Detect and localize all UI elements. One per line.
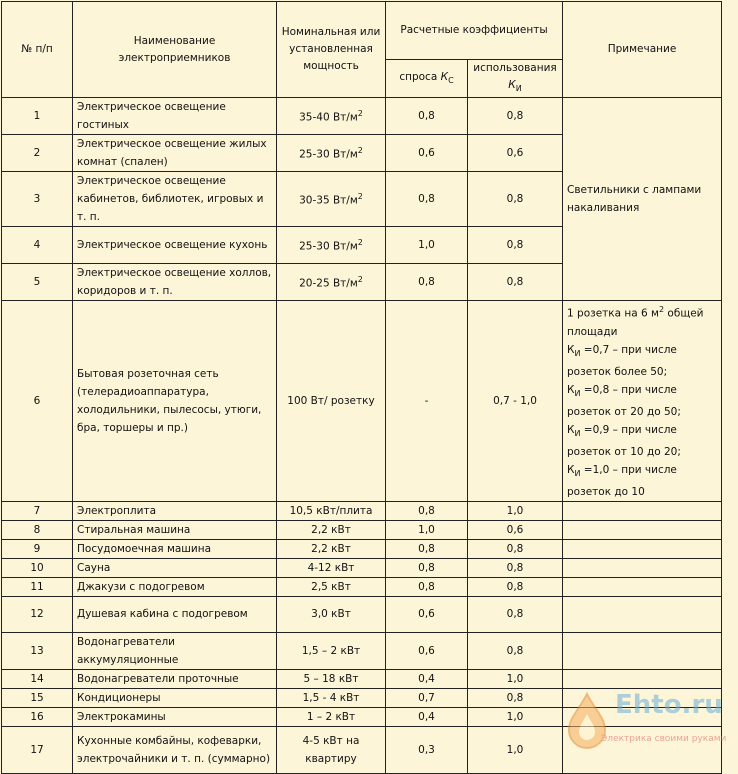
row-name: Водонагреватели проточные — [73, 669, 277, 688]
row-name: Душевая кабина с подогревом — [73, 596, 277, 632]
power-value: 3,0 кВт — [311, 608, 351, 621]
row-number: 9 — [2, 539, 73, 558]
loads-table — [1, 1, 722, 774]
table-row — [2, 520, 722, 539]
row-kc: 0,8 — [386, 172, 468, 227]
header-usage: использования $К_И$ — [468, 60, 563, 98]
power-value: 35-40 Вт/м — [299, 111, 358, 124]
note-empty — [563, 539, 722, 558]
header-coefficients: Расчетные коэффициенты — [386, 2, 563, 60]
row-power — [277, 726, 386, 773]
note-empty — [563, 669, 722, 688]
row-ki: 0,7 - 1,0 — [468, 301, 563, 502]
row-kc: 1,0 — [386, 227, 468, 264]
row-kc: 0,6 — [386, 135, 468, 172]
row-power — [277, 669, 386, 688]
row-ki: 0,8 — [468, 227, 563, 264]
power-value: 2,2 кВт — [311, 523, 351, 536]
power-value: 25-30 Вт/м — [299, 148, 358, 161]
header-power: Номинальная или установленная мощность — [277, 2, 386, 98]
row-ki: 0,6 — [468, 520, 563, 539]
row-kc: 0,8 — [386, 577, 468, 596]
row-number: 7 — [2, 501, 73, 520]
power-value: 25-30 Вт/м — [299, 240, 358, 253]
ki-symbol: К — [567, 343, 575, 356]
ki-subscript: И — [574, 428, 581, 438]
row-power — [277, 707, 386, 726]
note-empty — [563, 520, 722, 539]
row-number: 8 — [2, 520, 73, 539]
row-ki: 0,8 — [468, 632, 563, 669]
row-power — [277, 520, 386, 539]
power-value: 10,5 кВт/плита — [289, 504, 373, 517]
row-kc: 0,4 — [386, 707, 468, 726]
note-sockets — [563, 301, 722, 502]
row-power — [277, 227, 386, 264]
ki-rule: =1,0 – при числе розеток до 10 — [567, 463, 677, 498]
row-power — [277, 596, 386, 632]
power-value: 5 – 18 кВт — [303, 672, 359, 685]
row-number: 1 — [2, 98, 73, 135]
row-ki: 1,0 — [468, 501, 563, 520]
row-name: Электроплита — [73, 501, 277, 520]
row-power — [277, 301, 386, 502]
note-sockets-line1: 1 розетка на 6 м — [567, 307, 659, 320]
ki-symbol: К — [567, 383, 575, 396]
row-kc: 0,8 — [386, 539, 468, 558]
row-ki: 0,6 — [468, 135, 563, 172]
row-ki: 0,8 — [468, 172, 563, 227]
ki-subscript: И — [574, 388, 581, 398]
row-ki: 0,8 — [468, 264, 563, 301]
row-ki: 1,0 — [468, 707, 563, 726]
row-number: 3 — [2, 172, 73, 227]
note-empty — [563, 596, 722, 632]
row-kc: 0,3 — [386, 726, 468, 773]
table-row — [2, 596, 722, 632]
row-name: Кухонные комбайны, кофеварки, электрочайники и т. п. (суммарно) — [73, 726, 277, 773]
row-kc: 0,7 — [386, 688, 468, 707]
note-empty — [563, 632, 722, 669]
table-row — [2, 301, 722, 502]
power-value: 1,5 – 2 кВт — [301, 644, 361, 657]
row-kc: - — [386, 301, 468, 502]
row-kc: 0,8 — [386, 501, 468, 520]
note-empty — [563, 577, 722, 596]
row-power — [277, 577, 386, 596]
watermark-title: Ehto.ru — [615, 690, 723, 720]
power-value: 4-5 кВт на квартиру — [302, 734, 360, 765]
row-name: Кондиционеры — [73, 688, 277, 707]
row-name: Электрическое освещение кабинетов, библиотек, игровых и т. п. — [73, 172, 277, 227]
row-power — [277, 632, 386, 669]
row-number: 15 — [2, 688, 73, 707]
row-kc: 0,4 — [386, 669, 468, 688]
ki-subscript: И — [574, 348, 581, 358]
power-exponent: 2 — [357, 146, 363, 156]
power-value: 20-25 Вт/м — [299, 277, 358, 290]
row-kc: 1,0 — [386, 520, 468, 539]
row-ki: 0,8 — [468, 688, 563, 707]
row-name: Электрическое освещение жилых комнат (спален) — [73, 135, 277, 172]
table-row — [2, 501, 722, 520]
table-row — [2, 558, 722, 577]
ki-rule: =0,9 – при числе розеток от 10 до 20; — [567, 423, 681, 458]
row-power — [277, 501, 386, 520]
power-value: 4-12 кВт — [307, 561, 355, 574]
row-power — [277, 264, 386, 301]
ki-subscript: И — [574, 468, 581, 478]
header-note: Примечание — [563, 2, 722, 98]
row-ki: 1,0 — [468, 726, 563, 773]
row-kc: 0,8 — [386, 558, 468, 577]
row-name: Бытовая розеточная сеть (телерадиоаппаратура, холодильники, пылесосы, утюги, бра, торшеры и пр.) — [73, 301, 277, 502]
table-row — [2, 539, 722, 558]
row-name: Электрическое освещение гостиных — [73, 98, 277, 135]
row-ki: 0,8 — [468, 596, 563, 632]
power-value: 2,2 кВт — [311, 542, 351, 555]
row-name: Посудомоечная машина — [73, 539, 277, 558]
row-name: Электрическое освещение кухонь — [73, 227, 277, 264]
row-number: 11 — [2, 577, 73, 596]
note-lighting: Светильники с лампами накаливания — [563, 98, 722, 301]
row-name: Водонагреватели аккумуляционные — [73, 632, 277, 669]
note-sockets-line1b: общей площади — [567, 307, 704, 338]
row-number: 4 — [2, 227, 73, 264]
note-sockets-exponent: 2 — [658, 305, 665, 315]
table-row — [2, 669, 722, 688]
ki-symbol: К — [567, 463, 575, 476]
row-power — [277, 539, 386, 558]
row-kc: 0,8 — [386, 264, 468, 301]
power-exponent: 2 — [357, 109, 363, 119]
table-row — [2, 632, 722, 669]
power-exponent: 2 — [357, 192, 363, 202]
power-value: 1 – 2 кВт — [306, 710, 356, 723]
row-ki: 0,8 — [468, 577, 563, 596]
row-name: Электрическое освещение холлов, коридоров и т. п. — [73, 264, 277, 301]
row-name: Стиральная машина — [73, 520, 277, 539]
row-ki: 0,8 — [468, 98, 563, 135]
row-power — [277, 688, 386, 707]
row-name: Джакузи с подогревом — [73, 577, 277, 596]
row-power — [277, 135, 386, 172]
row-number: 16 — [2, 707, 73, 726]
table-row — [2, 577, 722, 596]
row-number: 12 — [2, 596, 73, 632]
row-ki: 1,0 — [468, 669, 563, 688]
row-number: 6 — [2, 301, 73, 502]
site-watermark — [565, 688, 735, 760]
power-value: 100 Вт/ розетку — [287, 395, 375, 408]
header-name: Наименование электроприемников — [73, 2, 277, 98]
watermark-subtitle: Электрика своими руками — [601, 734, 727, 744]
row-power — [277, 558, 386, 577]
row-number: 10 — [2, 558, 73, 577]
power-exponent: 2 — [357, 238, 363, 248]
row-number: 13 — [2, 632, 73, 669]
ki-rule: =0,7 – при числе розеток более 50; — [567, 343, 677, 378]
row-number: 2 — [2, 135, 73, 172]
table-row — [2, 98, 722, 135]
row-ki: 0,8 — [468, 558, 563, 577]
row-kc: 0,6 — [386, 596, 468, 632]
note-empty — [563, 558, 722, 577]
power-value: 30-35 Вт/м — [299, 194, 358, 207]
ki-symbol: К — [567, 423, 575, 436]
power-value: 2,5 кВт — [311, 580, 351, 593]
row-kc: 0,6 — [386, 632, 468, 669]
row-ki: 0,8 — [468, 539, 563, 558]
header-demand: спроса $К_С$ — [386, 60, 468, 98]
power-exponent: 2 — [357, 275, 363, 285]
row-name: Сауна — [73, 558, 277, 577]
row-kc: 0,8 — [386, 98, 468, 135]
row-number: 17 — [2, 726, 73, 773]
power-value: 1,5 - 4 кВт — [302, 691, 360, 704]
row-power — [277, 98, 386, 135]
row-number: 14 — [2, 669, 73, 688]
row-number: 5 — [2, 264, 73, 301]
row-name: Электрокамины — [73, 707, 277, 726]
header-num: № п/п — [2, 2, 73, 98]
row-power — [277, 172, 386, 227]
ki-rule: =0,8 – при числе розеток от 20 до 50; — [567, 383, 681, 418]
note-empty — [563, 501, 722, 520]
